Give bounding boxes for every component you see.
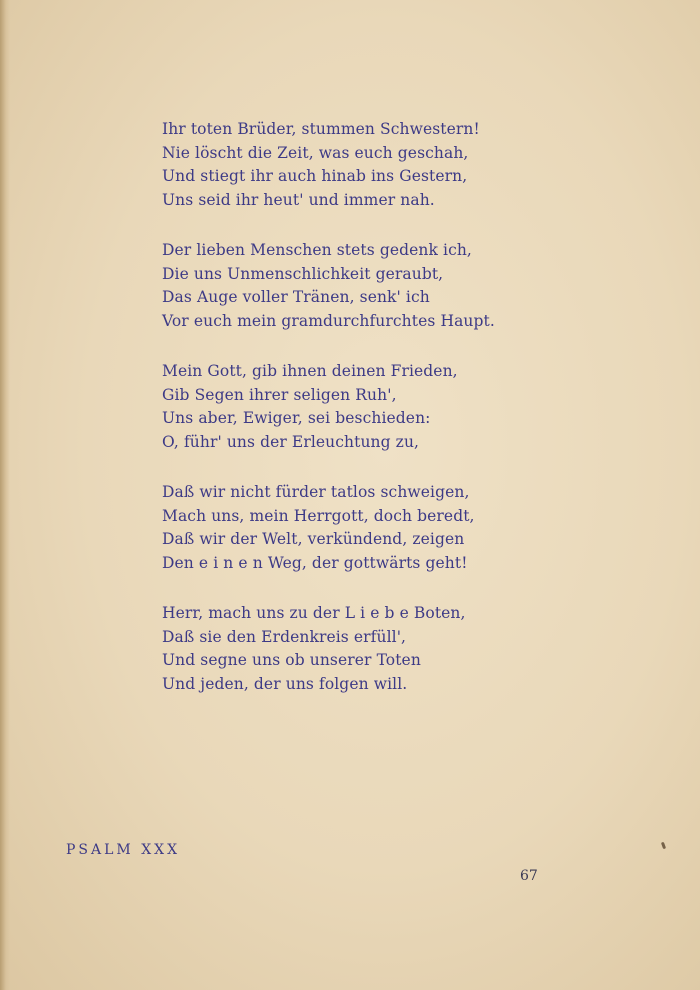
paper-speck: [661, 842, 666, 850]
poem-line: Uns seid ihr heut' und immer nah.: [162, 190, 435, 209]
section-title: PSALM XXX: [66, 842, 181, 858]
stanza-5: [162, 602, 582, 696]
poem-line: Daß sie den Erdenkreis erfüll',: [162, 627, 407, 646]
poem-line: Uns aber, Ewiger, sei beschieden:: [162, 409, 431, 427]
poem-line: Der lieben Menschen stets gedenk ich,: [162, 241, 472, 259]
poem-line: Und jeden, der uns folgen will.: [162, 674, 408, 693]
poem-line: Vor euch mein gramdurchfurchtes Haupt.: [162, 311, 495, 330]
stanza-4: [162, 481, 582, 575]
poem-line: Die uns Unmenschlichkeit geraubt,: [162, 264, 444, 283]
poem: [162, 118, 582, 723]
poem-line: Gib Segen ihrer seligen Ruh',: [162, 385, 397, 404]
stanza-3: [162, 360, 582, 454]
poem-line: Das Auge voller Tränen, senk' ich: [162, 288, 430, 306]
poem-line: Daß wir der Welt, verkündend, zeigen: [162, 530, 465, 548]
poem-line: Und segne uns ob unserer Toten: [162, 651, 421, 669]
poem-line: Und stiegt ihr auch hinab ins Gestern,: [162, 167, 468, 185]
poem-line: Mein Gott, gib ihnen deinen Frieden,: [162, 362, 458, 380]
poem-line: O, führ' uns der Erleuchtung zu,: [162, 432, 420, 451]
page-binding-shadow: [0, 0, 10, 990]
poem-line: Ihr toten Brüder, stummen Schwestern!: [162, 120, 480, 138]
stanza-2: [162, 239, 582, 333]
poem-line: Den e i n e n Weg, der gottwärts geht!: [162, 553, 468, 572]
poem-line: Herr, mach uns zu der L i e b e Boten,: [162, 604, 466, 622]
page-number: 67: [520, 868, 538, 884]
poem-line: Nie löscht die Zeit, was euch geschah,: [162, 143, 469, 162]
poem-line: Daß wir nicht fürder tatlos schweigen,: [162, 483, 470, 501]
stanza-1: [162, 118, 582, 212]
poem-line: Mach uns, mein Herrgott, doch beredt,: [162, 506, 475, 525]
